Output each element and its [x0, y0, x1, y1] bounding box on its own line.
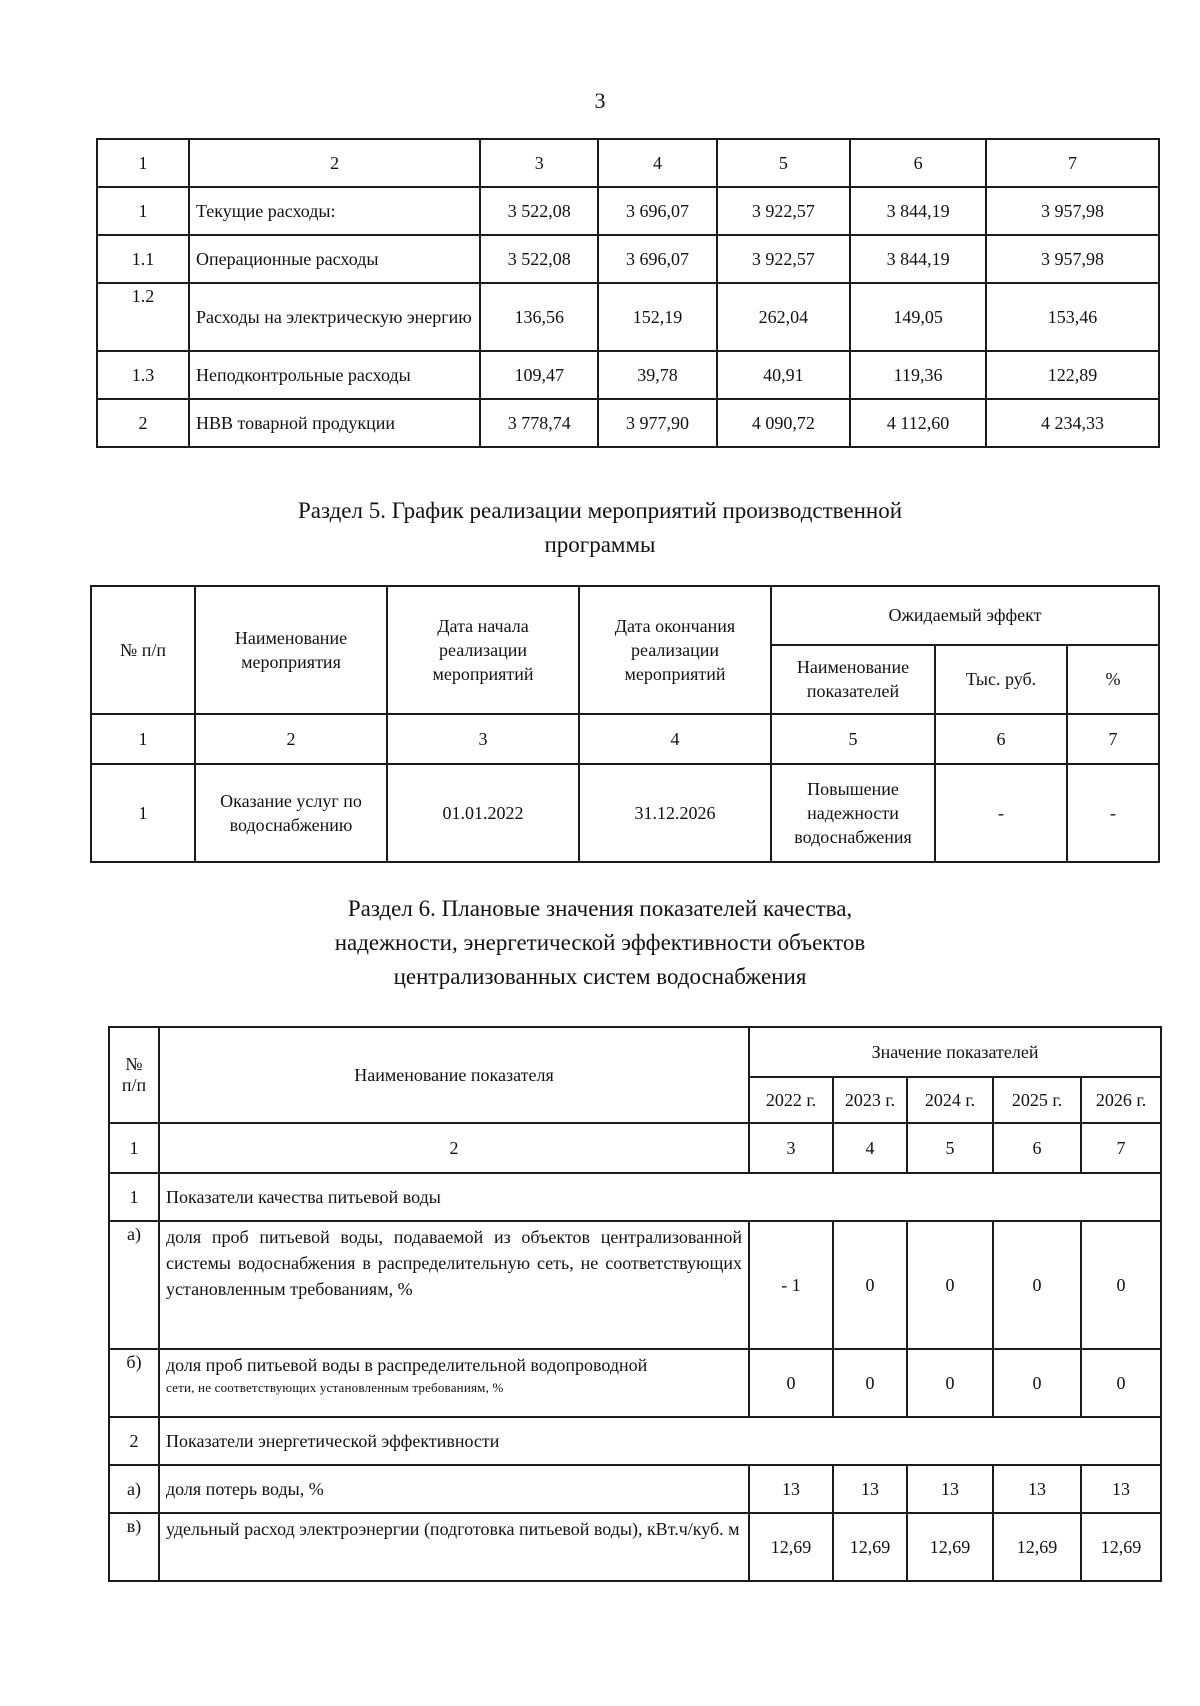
value-cell: 3 957,98	[986, 187, 1159, 235]
header-year: 2024 г.	[907, 1077, 993, 1123]
column-number: 4	[579, 714, 771, 764]
group-name: Показатели качества питьевой воды	[159, 1173, 1161, 1221]
indicator-name: доля проб питьевой воды, подаваемой из объектов централизованной системы водоснабжения в распределительную сеть, не соответствующих установленным требованиям, %	[159, 1221, 749, 1349]
header-cell: 1	[97, 139, 189, 187]
value-cell: 13	[907, 1465, 993, 1513]
row-number: 1.3	[97, 351, 189, 399]
section-6-title-line: надежности, энергетической эффективности объектов	[334, 930, 866, 955]
value-cell: 12,69	[993, 1513, 1081, 1581]
value-cell: 4 112,60	[850, 399, 986, 447]
header-year: 2025 г.	[993, 1077, 1081, 1123]
value-cell: 12,69	[833, 1513, 907, 1581]
header-cell: 7	[986, 139, 1159, 187]
column-number: 3	[749, 1123, 833, 1173]
header-num: № п/п	[91, 586, 195, 714]
section-6-title	[0, 892, 1200, 994]
column-number: 5	[771, 714, 935, 764]
thousand-rub-value: -	[935, 764, 1067, 862]
row-number: а)	[109, 1221, 159, 1349]
header-percent: %	[1067, 645, 1159, 714]
indicator-name-line: доля проб питьевой воды в распределительной водопроводной	[166, 1355, 648, 1375]
table-row	[109, 1221, 1161, 1349]
header-cell: 6	[850, 139, 986, 187]
column-number: 6	[935, 714, 1067, 764]
group-number: 2	[109, 1417, 159, 1465]
section-5-title-line: программы	[544, 532, 656, 557]
table-row	[97, 399, 1159, 447]
indicator-name: Повышение надежности водоснабжения	[771, 764, 935, 862]
header-name: Наименование мероприятия	[195, 586, 387, 714]
table-row	[109, 1349, 1161, 1417]
indicator-name: удельный расход электроэнергии (подготовка питьевой воды), кВт.ч/куб. м	[159, 1513, 749, 1581]
row-number: 1.2	[97, 283, 189, 351]
header-expected-effect: Ожидаемый эффект	[771, 586, 1159, 645]
row-number: 2	[97, 399, 189, 447]
table-header-row	[91, 586, 1159, 645]
section-5-title	[0, 494, 1200, 562]
value-cell: 149,05	[850, 283, 986, 351]
row-number: 1	[91, 764, 195, 862]
value-cell: 3 922,57	[717, 235, 851, 283]
table-row	[97, 235, 1159, 283]
group-name: Показатели энергетической эффективности	[159, 1417, 1161, 1465]
row-name: Текущие расходы:	[189, 187, 480, 235]
value-cell: 3 522,08	[480, 187, 598, 235]
header-cell: 3	[480, 139, 598, 187]
value-cell: 152,19	[598, 283, 716, 351]
value-cell: 3 977,90	[598, 399, 716, 447]
value-cell: 0	[907, 1221, 993, 1349]
row-name: Неподконтрольные расходы	[189, 351, 480, 399]
expenses-table	[96, 138, 1160, 448]
column-number: 6	[993, 1123, 1081, 1173]
value-cell: 136,56	[480, 283, 598, 351]
value-cell: 3 957,98	[986, 235, 1159, 283]
table-row	[109, 1465, 1161, 1513]
indicator-name: доля потерь воды, %	[159, 1465, 749, 1513]
table-group-row	[109, 1173, 1161, 1221]
section-6-title-line: централизованных систем водоснабжения	[393, 964, 807, 989]
value-cell: 0	[1081, 1349, 1161, 1417]
value-cell: 12,69	[1081, 1513, 1161, 1581]
value-cell: 4 090,72	[717, 399, 851, 447]
value-cell: 262,04	[717, 283, 851, 351]
activity-name: Оказание услуг по водоснабжению	[195, 764, 387, 862]
row-number: 1	[97, 187, 189, 235]
column-number: 4	[833, 1123, 907, 1173]
header-indicator: Наименование показателей	[771, 645, 935, 714]
value-cell: 12,69	[749, 1513, 833, 1581]
header-indicator-values: Значение показателей	[749, 1027, 1161, 1077]
header-num: № п/п	[109, 1027, 159, 1123]
table-row	[97, 351, 1159, 399]
row-name: Расходы на электрическую энергию	[189, 283, 480, 351]
value-cell: 0	[993, 1221, 1081, 1349]
value-cell: 13	[749, 1465, 833, 1513]
value-cell: 13	[1081, 1465, 1161, 1513]
percent-value: -	[1067, 764, 1159, 862]
column-number: 5	[907, 1123, 993, 1173]
value-cell: 0	[907, 1349, 993, 1417]
value-cell: 109,47	[480, 351, 598, 399]
header-cell: 4	[598, 139, 716, 187]
row-number: б)	[109, 1349, 159, 1417]
value-cell: 3 922,57	[717, 187, 851, 235]
header-indicator-name: Наименование показателя	[159, 1027, 749, 1123]
header-thousand-rub: Тыс. руб.	[935, 645, 1067, 714]
header-year: 2022 г.	[749, 1077, 833, 1123]
value-cell: 3 696,07	[598, 187, 716, 235]
table-row	[97, 187, 1159, 235]
column-number: 1	[91, 714, 195, 764]
value-cell: 0	[833, 1221, 907, 1349]
value-cell: 12,69	[907, 1513, 993, 1581]
value-cell: 3 844,19	[850, 187, 986, 235]
table-numbering-row	[91, 714, 1159, 764]
group-number: 1	[109, 1173, 159, 1221]
column-number: 3	[387, 714, 579, 764]
value-cell: 119,36	[850, 351, 986, 399]
table-numbering-row	[109, 1123, 1161, 1173]
value-cell: 0	[833, 1349, 907, 1417]
value-cell: 39,78	[598, 351, 716, 399]
schedule-table	[90, 585, 1160, 863]
value-cell: 153,46	[986, 283, 1159, 351]
start-date: 01.01.2022	[387, 764, 579, 862]
page-number: 3	[594, 88, 606, 113]
value-cell: 0	[749, 1349, 833, 1417]
header-cell: 2	[189, 139, 480, 187]
indicators-table	[108, 1026, 1162, 1582]
header-end-date: Дата окончания реализации мероприятий	[579, 586, 771, 714]
column-number: 1	[109, 1123, 159, 1173]
table-row	[109, 1513, 1161, 1581]
table-row	[91, 764, 1159, 862]
row-name: НВВ товарной продукции	[189, 399, 480, 447]
section-6-title-line: Раздел 6. Плановые значения показателей качества,	[347, 896, 853, 921]
value-cell: 40,91	[717, 351, 851, 399]
row-name: Операционные расходы	[189, 235, 480, 283]
indicator-name	[159, 1349, 749, 1417]
column-number: 2	[159, 1123, 749, 1173]
value-cell: 0	[1081, 1221, 1161, 1349]
value-cell: 13	[833, 1465, 907, 1513]
table-header-row	[97, 139, 1159, 187]
value-cell: - 1	[749, 1221, 833, 1349]
table-group-row	[109, 1417, 1161, 1465]
column-number: 2	[195, 714, 387, 764]
value-cell: 3 778,74	[480, 399, 598, 447]
header-start-date: Дата начала реализации мероприятий	[387, 586, 579, 714]
column-number: 7	[1081, 1123, 1161, 1173]
row-number: а)	[109, 1465, 159, 1513]
table-header-row	[109, 1027, 1161, 1077]
value-cell: 13	[993, 1465, 1081, 1513]
header-year: 2026 г.	[1081, 1077, 1161, 1123]
indicator-name-line: сети, не соответствующих установленным требованиям, %	[166, 1380, 504, 1395]
header-year: 2023 г.	[833, 1077, 907, 1123]
end-date: 31.12.2026	[579, 764, 771, 862]
table-row	[97, 283, 1159, 351]
column-number: 7	[1067, 714, 1159, 764]
value-cell: 3 844,19	[850, 235, 986, 283]
value-cell: 3 696,07	[598, 235, 716, 283]
value-cell: 4 234,33	[986, 399, 1159, 447]
value-cell: 3 522,08	[480, 235, 598, 283]
row-number: в)	[109, 1513, 159, 1581]
header-cell: 5	[717, 139, 851, 187]
row-number: 1.1	[97, 235, 189, 283]
value-cell: 0	[993, 1349, 1081, 1417]
section-5-title-line: Раздел 5. График реализации мероприятий производственной	[297, 498, 903, 523]
value-cell: 122,89	[986, 351, 1159, 399]
